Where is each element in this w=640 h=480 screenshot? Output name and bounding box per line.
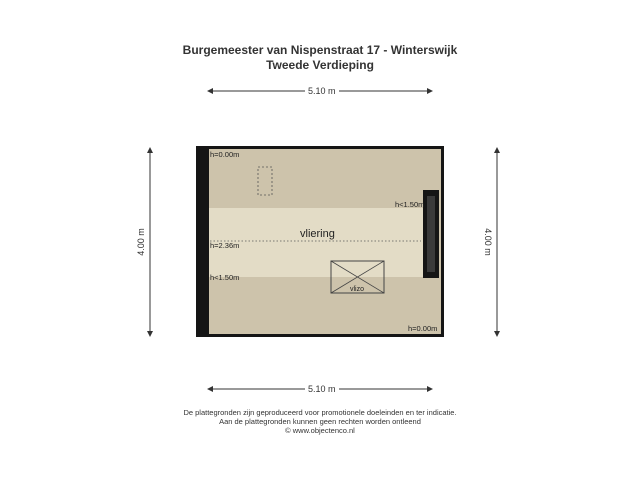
height-top-left: h=0.00m [210, 150, 240, 159]
plan-title: Burgemeester van Nispenstraat 17 - Winterswijk [182, 43, 458, 57]
bottom-width-label: 5.10 m [305, 384, 339, 394]
height-bottom-right: h=0.00m [408, 324, 438, 333]
chimney-inner [427, 196, 435, 272]
height-lower-left: h<1.50m [210, 273, 240, 282]
height-upper-right: h<1.50m [395, 200, 425, 209]
hatch-label: vlizo [350, 286, 365, 293]
left-depth-label: 4.00 m [136, 225, 146, 259]
disclaimer-line-2: Aan de plattegronden kunnen geen rechten worden ontleend [219, 417, 421, 426]
floor-subtitle: Tweede Verdieping [266, 58, 374, 72]
top-width-label: 5.10 m [305, 86, 339, 96]
headroom-zone [209, 208, 423, 277]
copyright-line: © www.objectenco.nl [285, 426, 355, 435]
room-name: vliering [300, 228, 335, 240]
height-ridge: h=2.36m [210, 241, 240, 250]
right-depth-label: 4.00 m [483, 225, 493, 259]
disclaimer-line-1: De plattegronden zijn geproduceerd voor promotionele doeleinden en ter indicatie. [183, 408, 457, 417]
